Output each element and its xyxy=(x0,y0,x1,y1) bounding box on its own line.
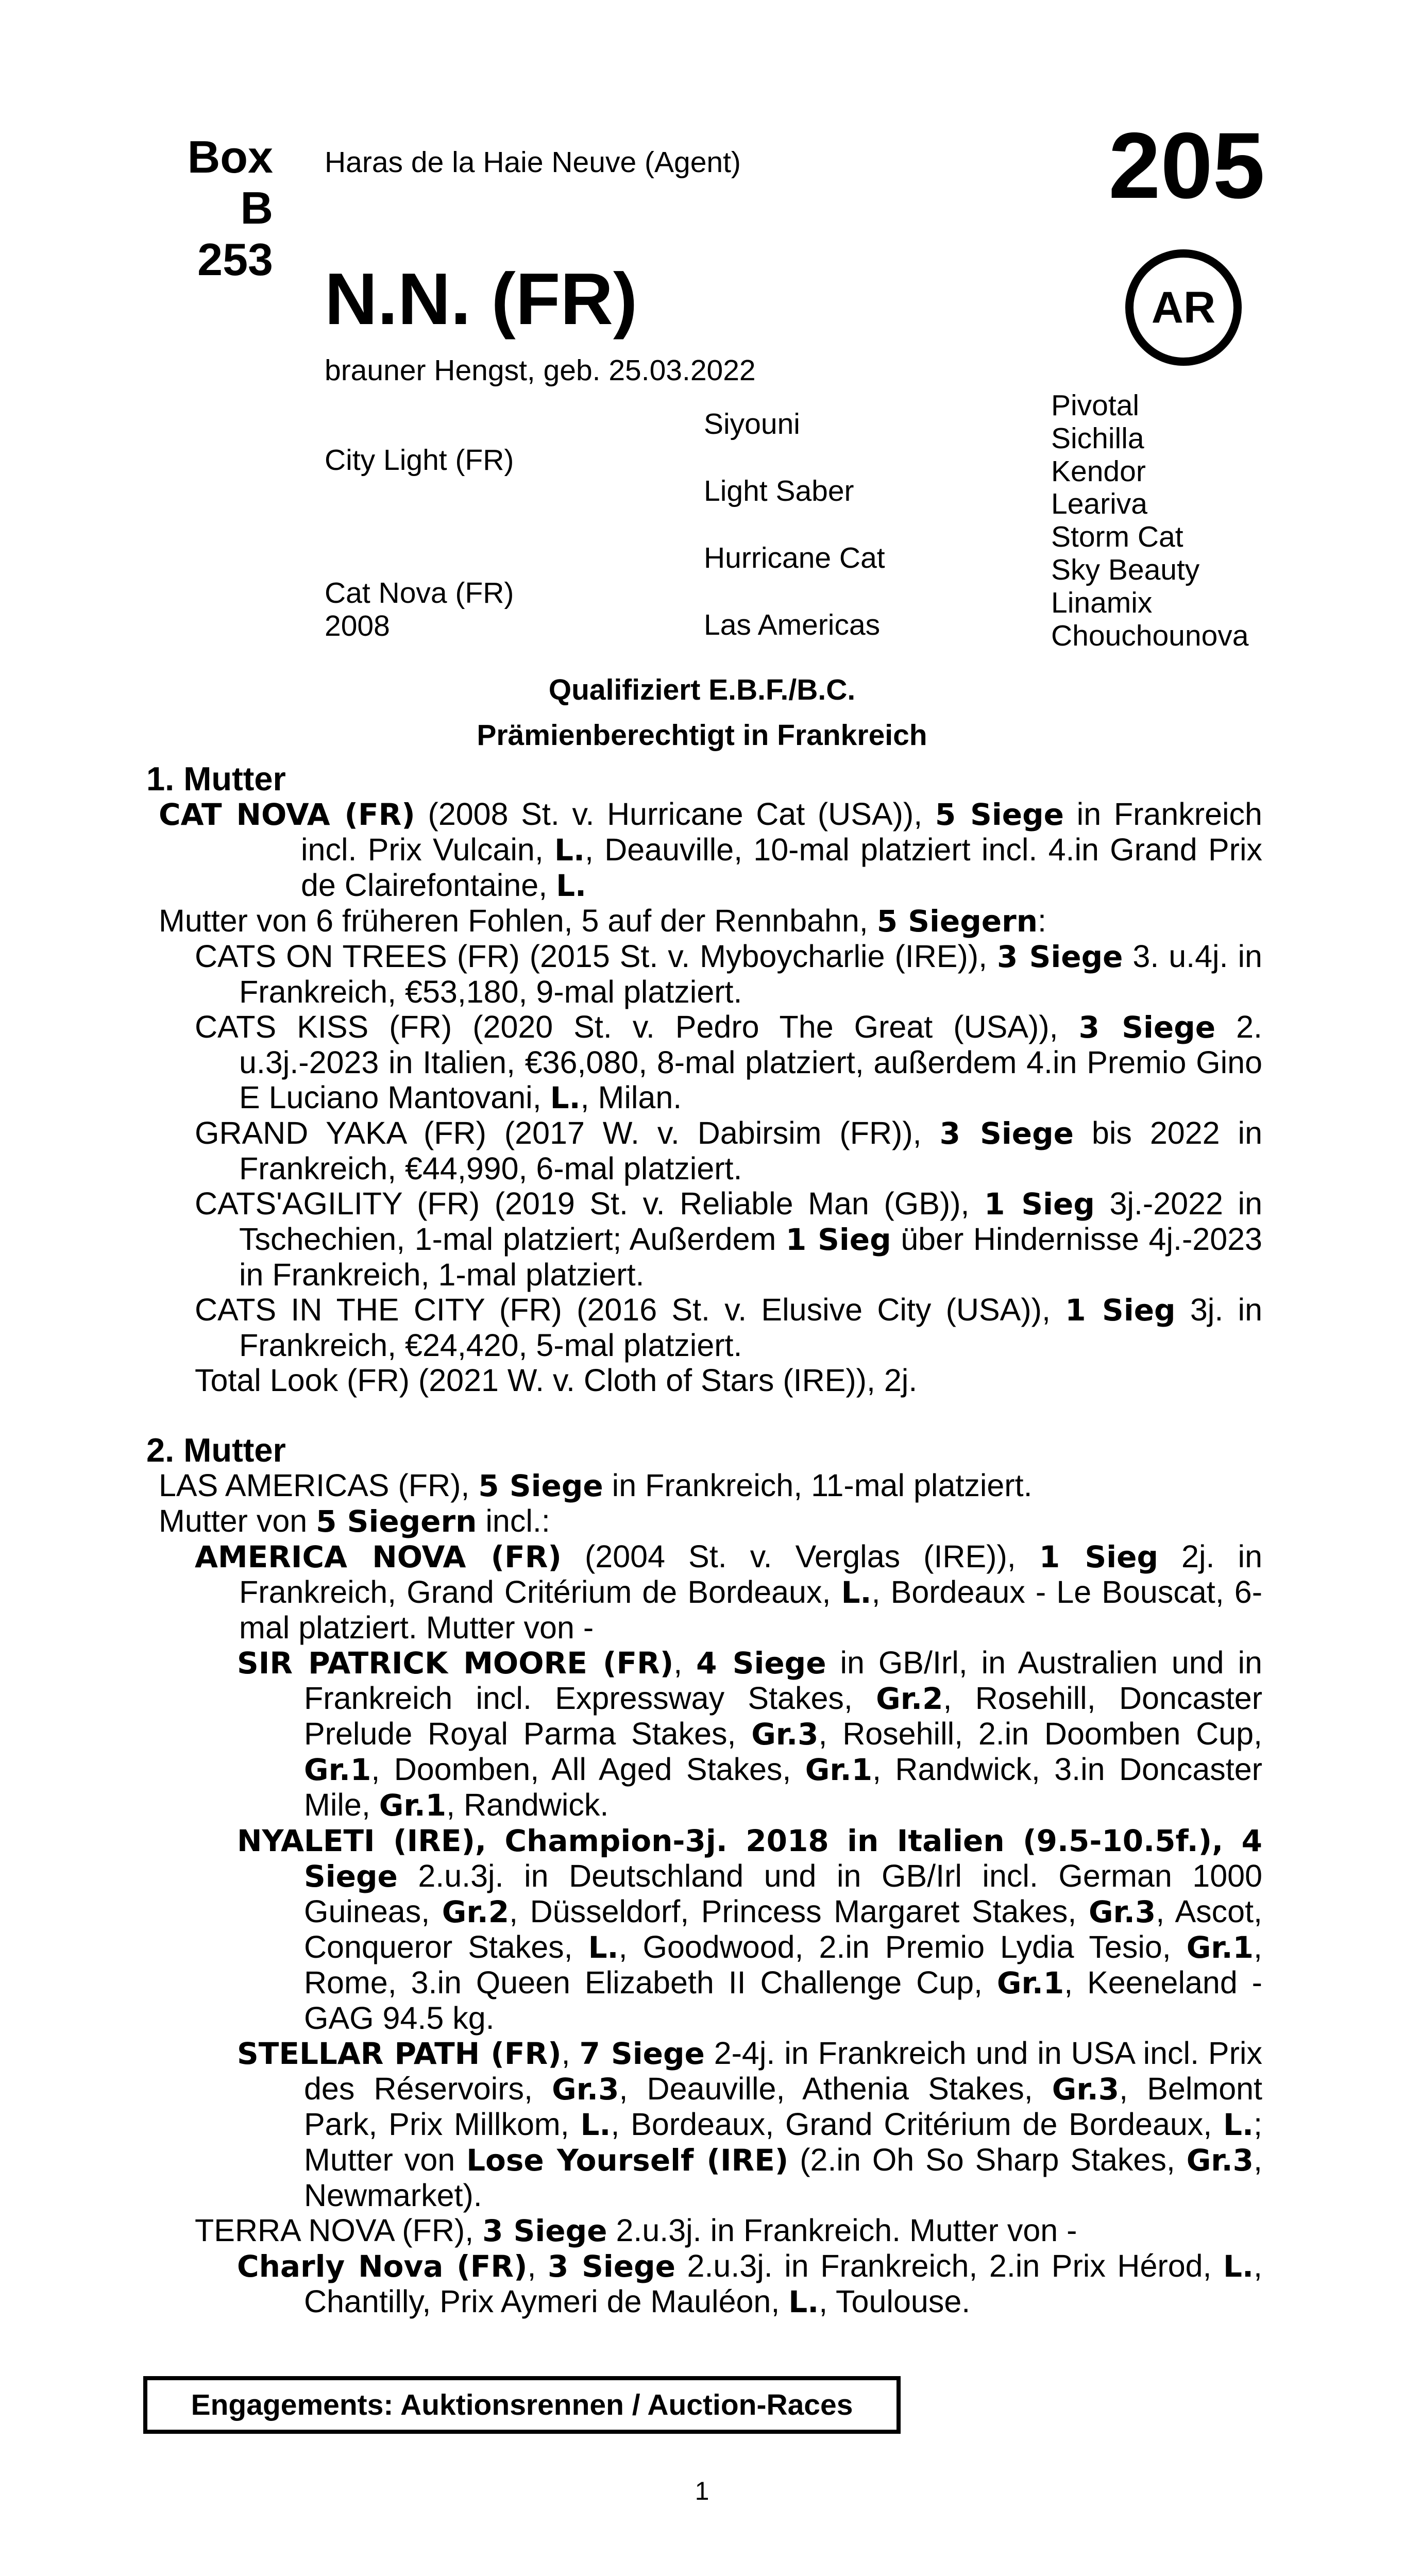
horse-description: brauner Hengst, geb. 25.03.2022 xyxy=(325,354,756,387)
produce-entry-sir-patrick-moore: SIR PATRICK MOORE (FR), 4 Siege in GB/Irl, in Australien und in Frankreich incl. Expressway Stakes, Gr.2, Rosehill, Doncaster Prelude Royal Parma Stakes, Gr.3, Rosehill, 2.in Doomben Cup, Gr.1, Doomben, All Aged Stakes, Gr.1, Randwick, 3.in Doncaster Mile, Gr.1, Randwick. xyxy=(237,1645,1263,1823)
pedigree-dam xyxy=(325,577,514,643)
foal-entry: GRAND YAKA (FR) (2017 W. v. Dabirsim (FR)), 3 Siege bis 2022 in Frankreich, €44,990, 6-mal platziert. xyxy=(195,1115,1262,1186)
foal-entry: CATS ON TREES (FR) (2015 St. v. Myboycharlie (IRE)), 3 Siege 3. u.4j. in Frankreich, €53,180, 9-mal platziert. xyxy=(195,939,1262,1009)
pedigree-dam-name: Cat Nova (FR) xyxy=(325,577,514,609)
pedigree-great-grandparent: Sky Beauty xyxy=(1051,553,1200,587)
section-heading-mutter1: 1. Mutter xyxy=(146,760,286,798)
page-number: 1 xyxy=(695,2477,709,2505)
pedigree-grandparent: Las Americas xyxy=(704,608,881,641)
produce-entry-nyaleti: NYALETI (IRE), Champion-3j. 2018 in Italien (9.5-10.5f.), 4 Siege 2.u.3j. in Deutschland und in GB/Irl incl. German 1000 Guineas, Gr.2, Düsseldorf, Princess Margaret Stakes, Gr.3, Ascot, Conqueror Stakes, L., Goodwood, 2.in Premio Lydia Tesio, Gr.1, Rome, 3.in Queen Elizabeth II Challenge Cup, Gr.1, Keeneland - GAG 94.5 kg. xyxy=(237,1823,1262,2036)
qualification-premium: Prämienberechtigt in Frankreich xyxy=(477,719,927,752)
pedigree-great-grandparent: Storm Cat xyxy=(1051,520,1183,554)
agent-name: Haras de la Haie Neuve (Agent) xyxy=(325,146,741,179)
pedigree-sire: City Light (FR) xyxy=(325,444,514,477)
pedigree-grandparent: Hurricane Cat xyxy=(704,541,885,574)
box-info xyxy=(175,131,273,285)
dam-summary: Mutter von 6 früheren Fohlen, 5 auf der Rennbahn, 5 Siegern: xyxy=(159,903,1046,939)
foal-entry: CATS IN THE CITY (FR) (2016 St. v. Elusive City (USA)), 1 Sieg 3j. in Frankreich, €24,420, 5-mal platziert. xyxy=(195,1292,1262,1363)
pedigree-great-grandparent: Linamix xyxy=(1051,586,1153,619)
box-number: B 253 xyxy=(197,182,273,285)
produce-entry-stellar-path: STELLAR PATH (FR), 7 Siege 2-4j. in Frankreich und in USA incl. Prix des Réservoirs, Gr.3, Deauville, Athenia Stakes, Gr.3, Belmont Park, Prix Millkom, L., Bordeaux, Grand Critérium de Bordeaux, L.; Mutter von Lose Yourself (IRE) (2.in Oh So Sharp Stakes, Gr.3, Newmarket). xyxy=(237,2036,1263,2213)
section-heading-mutter2: 2. Mutter xyxy=(146,1431,286,1469)
foal-entry: Total Look (FR) (2021 W. v. Cloth of Stars (IRE)), 2j. xyxy=(195,1363,918,1398)
pedigree-great-grandparent: Kendor xyxy=(1051,454,1146,488)
foal-entry: CATS'AGILITY (FR) (2019 St. v. Reliable Man (GB)), 1 Sieg 3j.-2022 in Tschechien, 1-mal platziert; Außerdem 1 Sieg über Hindernisse 4j.-2023 in Frankreich, 1-mal platziert. xyxy=(195,1186,1262,1292)
box-label: Box xyxy=(187,131,273,182)
produce-entry-america-nova: AMERICA NOVA (FR) (2004 St. v. Verglas (IRE)), 1 Sieg 2j. in Frankreich, Grand Critérium de Bordeaux, L., Bordeaux - Le Bouscat, 6-mal platziert. Mutter von - xyxy=(195,1539,1263,1645)
pedigree-great-grandparent: Pivotal xyxy=(1051,389,1140,422)
second-dam-produce-line: Mutter von 5 Siegern incl.: xyxy=(159,1503,550,1539)
catalogue-body xyxy=(146,761,1262,2319)
qualification-ebf: Qualifiziert E.B.F./B.C. xyxy=(548,673,856,706)
pedigree-grandparent: Light Saber xyxy=(704,474,854,507)
second-dam-line: LAS AMERICAS (FR), 5 Siege in Frankreich, 11-mal platziert. xyxy=(159,1468,1033,1503)
engagements-box: Engagements: Auktionsrennen / Auction-Races xyxy=(143,2376,901,2434)
pedigree-dam-year: 2008 xyxy=(325,609,390,642)
pedigree-great-grandparent: Leariva xyxy=(1051,487,1147,521)
produce-entry-terra-nova: TERRA NOVA (FR), 3 Siege 2.u.3j. in Frankreich. Mutter von - xyxy=(195,2213,1077,2248)
foal-entry: CATS KISS (FR) (2020 St. v. Pedro The Great (USA)), 3 Siege 2. u.3j.-2023 in Italien, €36,080, 8-mal platziert, außerdem 4.in Premio Gino E Luciano Mantovani, L., Milan. xyxy=(195,1009,1262,1115)
pedigree-grandparent: Siyouni xyxy=(704,408,800,440)
horse-name: N.N. (FR) xyxy=(325,258,638,340)
pedigree-great-grandparents xyxy=(1051,389,1248,653)
lot-number: 205 xyxy=(1108,113,1265,218)
dam-entry: CAT NOVA (FR) (2008 St. v. Hurricane Cat (USA)), 5 Siege in Frankreich incl. Prix Vulcain, L., Deauville, 10-mal platziert incl. 4.in Grand Prix de Clairefontaine, L. xyxy=(159,796,1262,903)
ar-badge: AR xyxy=(1125,249,1242,366)
produce-entry-charly-nova: Charly Nova (FR), 3 Siege 2.u.3j. in Frankreich, 2.in Prix Hérod, L., Chantilly, Prix Aymeri de Mauléon, L., Toulouse. xyxy=(237,2248,1262,2319)
pedigree-great-grandparent: Chouchounova xyxy=(1051,619,1249,652)
pedigree-great-grandparent: Sichilla xyxy=(1051,421,1144,455)
